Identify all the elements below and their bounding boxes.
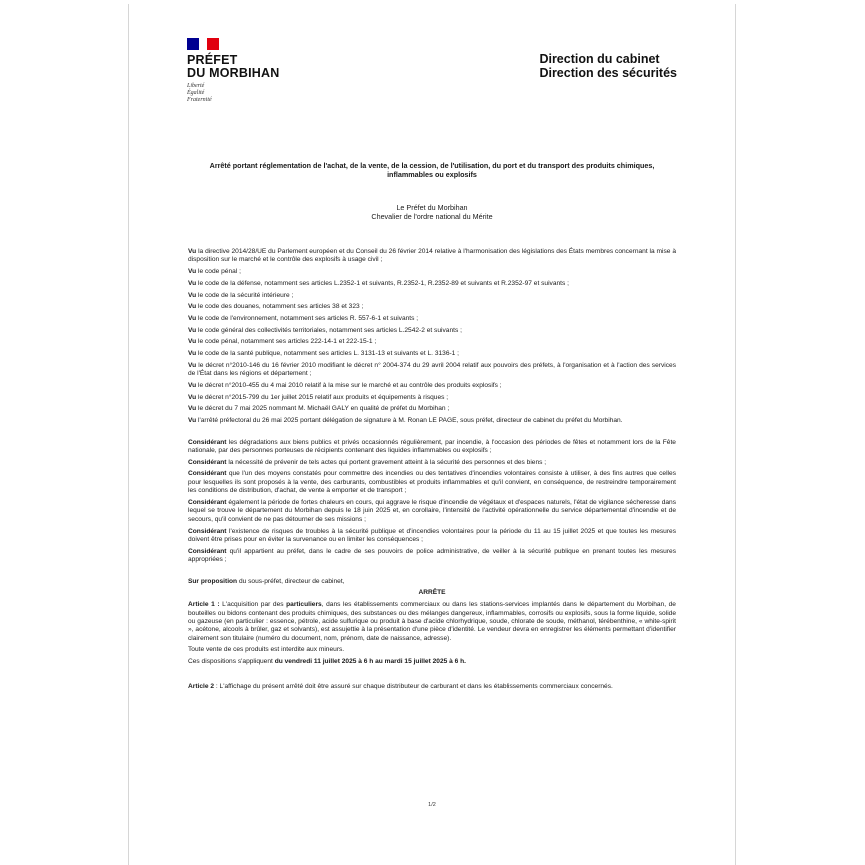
visa-item: Vu l'arrêté préfectoral du 26 mai 2025 portant délégation de signature à M. Ronan LE PAGE, sous préfet, directeur de cabinet du préfet du Morbihan.: [188, 416, 623, 424]
considerant-item: Considérant la nécessité de prévenir de tels actes qui portent gravement atteint à la sécurité des personnes et des biens ;: [188, 458, 547, 466]
article-1: Article 1 : L'acquisition par des particuliers, dans les établissements commerciaux ou dans les stations-services implantés dans le département du Morbihan, de bouteilles ou bidons contenant des produits chimiques, des substances ou des mélanges dangereux, inflammables, corrosifs ou explosifs, sous la forme liquide, solide ou gazeuse (en particulier : essence, pétrole, acide sulfurique ou produit à base d'acide chlorhydrique, soude, chlorate de soude, méthanol, térébenthine, « white-spirit », acétone, alcools à brûler, gaz et solvants), est assujettie à la présentation d'une pièce d'identité. Le vendeur devra en enregistrer les éléments permettant d'identifier clairement son titulaire (numéro du document, nom, prénom, date de naissance, adresse).: [188, 601, 676, 642]
proposition-line: Sur proposition du sous-préfet, directeur de cabinet,: [188, 577, 345, 585]
visa-item: Vu le décret n°2010-146 du 16 février 2010 modifiant le décret n° 2004-374 du 29 avril 2004 relatif aux pouvoirs des préfets, à l'organisation et à l'action des services de l'État dans les régions et département ;: [188, 361, 676, 378]
signatory-block: Le Préfet du Morbihan Chevalier de l'ordre national du Mérite: [371, 203, 493, 221]
visa-item: Vu le décret n°2010-455 du 4 mai 2010 relatif à la mise sur le marché et au contrôle des produits explosifs ;: [188, 381, 502, 389]
document-title: Arrêté portant réglementation de l'achat, de la vente, de la cession, de l'utilisation, du port et du transport des produits chimiques, inflammables ou explosifs: [209, 161, 655, 179]
visas-list: [188, 248, 676, 425]
visa-item: Vu le code des douanes, notamment ses articles 38 et 323 ;: [188, 303, 364, 311]
considerant-item: Considérant les dégradations aux biens publics et privés occasionnés régulièrement, par incendie, à l'occasion des périodes de fêtes et notamment lors de la Fête nationale, par des personnes porteuses de récipients contenant des liquides inflammables ou explosifs ;: [188, 438, 676, 455]
visa-item: Vu le code de la sécurité intérieure ;: [188, 291, 294, 299]
issuing-directorate: Direction du cabinet Direction des sécurités: [539, 52, 677, 80]
visa-item: Vu le décret n°2015-799 du 1er juillet 2015 relatif aux produits et équipements à risques ;: [188, 393, 449, 401]
considerant-item: Considérant également la période de fortes chaleurs en cours, qui aggrave le risque d'incendie de végétaux et d'espaces naturels, l'état de vigilance sécheresse dans lequel se trouve le département du Morbihan depuis le 18 juin 2025 et, en corollaire, l'intensité de l'activité opérationnelle du service départemental d'incendie et de secours, qu'il convient de ne pas détourner de ses missions ;: [188, 498, 676, 523]
visa-item: Vu la directive 2014/28/UE du Parlement européen et du Conseil du 26 février 2014 relative à l'harmonisation des législations des États membres concernant la mise à disposition sur le marché et le contrôle des explosifs à usage civil ;: [188, 248, 676, 264]
republic-motto: Liberté Égalité Fraternité: [187, 83, 212, 103]
document-page: [128, 4, 736, 865]
considerant-item: Considérant qu'il appartient au préfet, dans le cadre de ses pouvoirs de police administrative, de veiller à la sécurité publique en prenant toutes les mesures appropriées ;: [188, 547, 676, 564]
visa-item: Vu le code de l'environnement, notamment ses articles R. 557-6-1 et suivants ;: [188, 314, 419, 322]
document-body: [188, 248, 676, 695]
considerant-item: Considérant l'existence de risques de troubles à la sécurité publique et d'incendies volontaires pour la période du 11 au 15 juillet 2025 et que toutes les mesures doivent être prises pour en éviter la survenance ou en limiter les conséquences ;: [188, 527, 676, 543]
prefecture-logo: [187, 38, 279, 104]
visa-item: Vu le code général des collectivités territoriales, notamment ses articles L.2542-2 et suivants ;: [188, 326, 462, 334]
prefet-name: PRÉFET DU MORBIHAN: [187, 53, 280, 80]
visa-item: Vu le décret du 7 mai 2025 nommant M. Michaël GALY en qualité de préfet du Morbihan ;: [188, 405, 450, 413]
article-1-label: Article 1 :: [188, 601, 220, 609]
considerant-item: Considérant que l'un des moyens constatés pour commettre des incendies ou des tentatives d'incendies volontaires consiste à utiliser, à des fins autres que celles pour lesquelles ils sont proposés à la vente, des carburants, combustibles et produits inflammables et qu'il convient, en conséquence, de restreindre temporairement les conditions de distribution, d'achat, de vente à emporter et de transport ;: [188, 470, 676, 495]
considerants-list: [188, 439, 676, 565]
article-1-minors: Toute vente de ces produits est interdite aux mineurs.: [188, 646, 345, 654]
arrete-heading: ARRÊTE: [418, 589, 446, 597]
visa-item: Vu le code de la santé publique, notamment ses articles L. 3131-13 et suivants et L. 3136-1 ;: [188, 350, 460, 358]
page-number: 1/2: [428, 802, 436, 808]
article-2: Article 2 : L'affichage du présent arrêté doit être assuré sur chaque distributeur de carburant et dans les établissements commerciaux concernés.: [188, 682, 613, 690]
article-2-label: Article 2: [188, 682, 215, 690]
visa-item: Vu le code pénal, notamment ses articles 222-14-1 et 222-15-1 ;: [188, 338, 377, 346]
visa-item: Vu le code de la défense, notamment ses articles L.2352-1 et suivants, R.2352-1, R.2352-89 et suivants et R.2352-97 et suivants ;: [188, 279, 569, 287]
article-1-dates: Ces dispositions s'appliquent du vendredi 11 juillet 2025 à 6 h au mardi 15 juillet 2025 à 6 h.: [188, 658, 466, 666]
visa-item: Vu le code pénal ;: [188, 268, 241, 276]
marianne-flag-icon: [187, 38, 219, 50]
